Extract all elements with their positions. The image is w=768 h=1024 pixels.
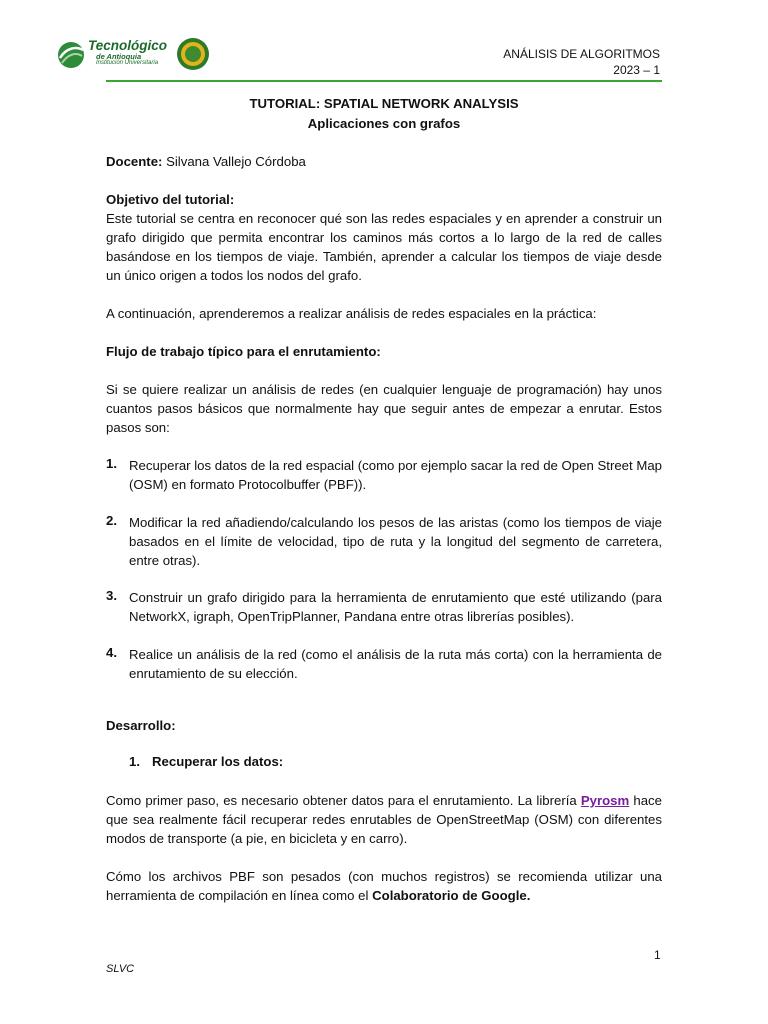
header-divider (106, 80, 662, 82)
course-name: ANÁLISIS DE ALGORITMOS (503, 47, 660, 61)
logo-subtitle: de Antioquia (96, 52, 142, 61)
list-item (106, 513, 662, 573)
footer-initials: SLVC (106, 963, 135, 975)
institution-logo (56, 36, 216, 76)
development-paragraph-1 (106, 791, 662, 848)
document-title: TUTORIAL: SPATIAL NETWORK ANALYSIS (249, 96, 519, 111)
list-item (106, 588, 662, 628)
seal-badge-icon (176, 37, 210, 71)
subsection-number: 1. (129, 754, 140, 769)
page-number: 1 (654, 948, 661, 962)
pyrosm-link[interactable]: Pyrosm (580, 793, 630, 808)
subsection-title: Recuperar los datos: (152, 754, 284, 769)
logo-globe-icon (56, 40, 86, 70)
list-number: 2. (106, 513, 117, 528)
colab-bold: Colaboratorio de Google. (372, 888, 531, 903)
objective-heading: Objetivo del tutorial: (106, 192, 235, 207)
paragraph-text: Cómo los archivos PBF son pesados (con muchos registros) se recomienda utilizar una herramienta de compilación en línea como el (106, 869, 662, 903)
development-paragraph-2 (106, 867, 662, 905)
list-item (106, 456, 662, 496)
objective-text: Este tutorial se centra en reconocer qué son las redes espaciales y en aprender a construir un grafo dirigido que permita encontrar los caminos más cortos a lo largo de la red de calles basándose en los tiempos de viaje. También, aprender a calcular los tiempos de viaje desde un único origen a todos los nodos del grafo. (106, 211, 662, 283)
list-number: 4. (106, 645, 117, 660)
development-heading: Desarrollo: (106, 718, 176, 733)
logo-name: Tecnológico (88, 38, 168, 53)
logo-subtitle-2: Institución Universitaria (96, 60, 159, 66)
document-subtitle: Aplicaciones con grafos (307, 116, 461, 131)
subsection-heading (129, 754, 529, 774)
list-number: 1. (106, 456, 117, 471)
list-text: Recuperar los datos de la red espacial (como por ejemplo sacar la red de Open Street Map (OSM) en formato Protocolbuffer (PBF)). (129, 458, 662, 492)
course-term: 2023 – 1 (613, 63, 660, 77)
teacher-label: Docente: (106, 154, 163, 169)
list-text: Realice un análisis de la red (como el análisis de la ruta más corta) con la herramienta de enrutamiento de su elección. (129, 647, 662, 681)
list-item (106, 645, 662, 685)
teacher-line (106, 152, 662, 171)
list-text: Modificar la red añadiendo/calculando los pesos de las aristas (como los tiempos de viaje basados en el límite de velocidad, tipo de ruta y la longitud del segmento de carretera, entre otras). (129, 515, 662, 568)
header-course-info (503, 46, 660, 78)
paragraph-text: hace que sea realmente fácil recuperar redes enrutables de OpenStreetMap (OSM) con diferentes modos de transporte (a pie, en bicicleta y en carro). (106, 793, 662, 846)
list-number: 3. (106, 588, 117, 603)
list-text: Construir un grafo dirigido para la herramienta de enrutamiento que esté utilizando (para NetworkX, igraph, OpenTripPlanner, Pandana entre otras librerías posibles). (129, 590, 662, 624)
workflow-heading: Flujo de trabajo típico para el enrutamiento: (106, 344, 381, 359)
teacher-name: Silvana Vallejo Córdoba (162, 154, 306, 169)
workflow-text: Si se quiere realizar un análisis de redes (en cualquier lenguaje de programación) hay unos cuantos pasos básicos que normalmente hay que seguir antes de empezar a enrutar. Estos pasos son: (106, 382, 662, 435)
intro-text: A continuación, aprenderemos a realizar análisis de redes espaciales en la práctica: (106, 306, 597, 321)
paragraph-text: Como primer paso, es necesario obtener datos para el enrutamiento. La librería (106, 793, 581, 808)
